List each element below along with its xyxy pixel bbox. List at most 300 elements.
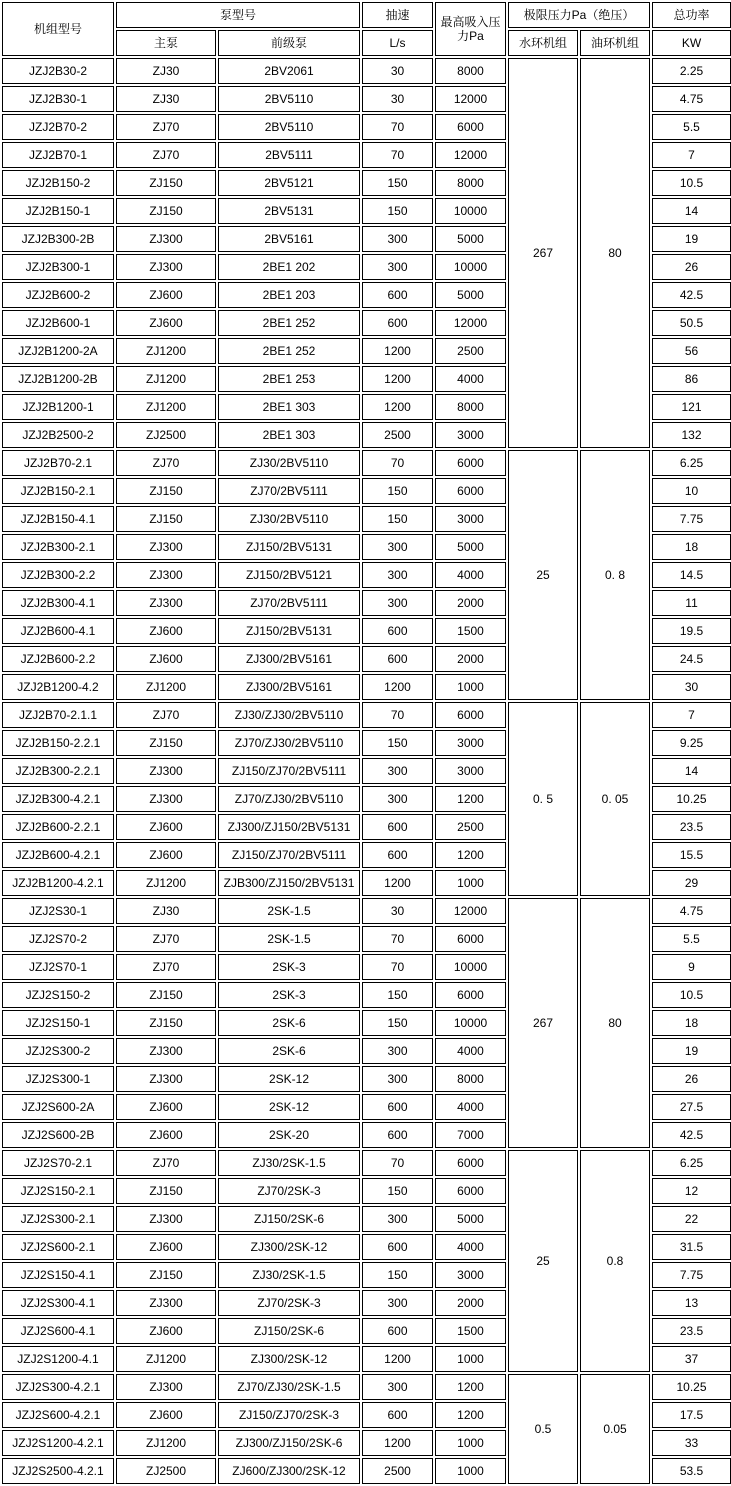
cell-model: JZJ2S70-2.1 (2, 1150, 114, 1176)
cell-main-pump: ZJ70 (116, 702, 216, 728)
cell-max-inlet: 10000 (435, 1010, 506, 1036)
cell-total-power: 26 (652, 254, 731, 280)
cell-speed: 600 (362, 310, 433, 336)
cell-speed: 300 (362, 1374, 433, 1400)
cell-main-pump: ZJ300 (116, 590, 216, 616)
table-row (2, 1150, 731, 1176)
cell-total-power: 10.5 (652, 982, 731, 1008)
cell-speed: 70 (362, 142, 433, 168)
cell-fore-pump: ZJ150/ZJ70/2SK-3 (218, 1402, 360, 1428)
cell-model: JZJ2B150-2 (2, 170, 114, 196)
header-power-unit: KW (652, 30, 731, 56)
table-row (2, 58, 731, 84)
cell-main-pump: ZJ1200 (116, 870, 216, 896)
cell-oil-ring-pressure: 0. 8 (580, 450, 650, 700)
cell-total-power: 15.5 (652, 842, 731, 868)
cell-total-power: 53.5 (652, 1458, 731, 1484)
cell-total-power: 14 (652, 198, 731, 224)
cell-oil-ring-pressure: 0.8 (580, 1150, 650, 1372)
cell-fore-pump: ZJ300/2BV5161 (218, 674, 360, 700)
cell-fore-pump: ZJ300/ZJ150/2SK-6 (218, 1430, 360, 1456)
cell-fore-pump: 2BV5110 (218, 86, 360, 112)
cell-main-pump: ZJ600 (116, 1094, 216, 1120)
cell-speed: 300 (362, 254, 433, 280)
cell-model: JZJ2S600-4.2.1 (2, 1402, 114, 1428)
cell-total-power: 4.75 (652, 86, 731, 112)
cell-model: JZJ2B300-4.1 (2, 590, 114, 616)
cell-max-inlet: 4000 (435, 1094, 506, 1120)
cell-main-pump: ZJ300 (116, 758, 216, 784)
cell-fore-pump: 2BV5111 (218, 142, 360, 168)
cell-total-power: 23.5 (652, 814, 731, 840)
cell-model: JZJ2B150-1 (2, 198, 114, 224)
cell-max-inlet: 10000 (435, 198, 506, 224)
cell-main-pump: ZJ300 (116, 1066, 216, 1092)
cell-model: JZJ2B30-1 (2, 86, 114, 112)
cell-max-inlet: 5000 (435, 282, 506, 308)
cell-fore-pump: ZJ70/ZJ30/2BV5110 (218, 730, 360, 756)
cell-main-pump: ZJ300 (116, 1206, 216, 1232)
cell-main-pump: ZJ30 (116, 86, 216, 112)
cell-max-inlet: 3000 (435, 730, 506, 756)
cell-fore-pump: 2BE1 252 (218, 338, 360, 364)
cell-total-power: 22 (652, 1206, 731, 1232)
cell-fore-pump: ZJ30/2BV5110 (218, 450, 360, 476)
cell-main-pump: ZJ300 (116, 1290, 216, 1316)
cell-max-inlet: 2500 (435, 338, 506, 364)
cell-total-power: 18 (652, 1010, 731, 1036)
cell-fore-pump: 2SK-12 (218, 1094, 360, 1120)
cell-fore-pump: ZJ600/ZJ300/2SK-12 (218, 1458, 360, 1484)
cell-fore-pump: ZJ300/2BV5161 (218, 646, 360, 672)
cell-speed: 600 (362, 618, 433, 644)
cell-fore-pump: 2BE1 303 (218, 422, 360, 448)
cell-total-power: 17.5 (652, 1402, 731, 1428)
cell-fore-pump: 2BE1 203 (218, 282, 360, 308)
cell-total-power: 24.5 (652, 646, 731, 672)
cell-fore-pump: ZJ150/2BV5131 (218, 618, 360, 644)
cell-speed: 150 (362, 170, 433, 196)
cell-main-pump: ZJ150 (116, 478, 216, 504)
cell-fore-pump: 2SK-3 (218, 954, 360, 980)
cell-model: JZJ2B1200-1 (2, 394, 114, 420)
cell-model: JZJ2B150-2.2.1 (2, 730, 114, 756)
cell-max-inlet: 1200 (435, 1374, 506, 1400)
cell-speed: 300 (362, 226, 433, 252)
cell-max-inlet: 8000 (435, 170, 506, 196)
cell-model: JZJ2B300-2B (2, 226, 114, 252)
cell-model: JZJ2B1200-2B (2, 366, 114, 392)
cell-fore-pump: 2BE1 252 (218, 310, 360, 336)
cell-speed: 600 (362, 646, 433, 672)
cell-speed: 150 (362, 982, 433, 1008)
header-pump-model: 泵型号 (116, 2, 360, 28)
cell-fore-pump: 2BE1 202 (218, 254, 360, 280)
cell-oil-ring-pressure: 80 (580, 898, 650, 1148)
cell-total-power: 9.25 (652, 730, 731, 756)
cell-main-pump: ZJ150 (116, 730, 216, 756)
cell-model: JZJ2S150-4.1 (2, 1262, 114, 1288)
cell-model: JZJ2B300-4.2.1 (2, 786, 114, 812)
cell-max-inlet: 8000 (435, 1066, 506, 1092)
cell-total-power: 6.25 (652, 450, 731, 476)
cell-max-inlet: 3000 (435, 1262, 506, 1288)
cell-max-inlet: 10000 (435, 254, 506, 280)
cell-fore-pump: ZJ150/2BV5121 (218, 562, 360, 588)
cell-total-power: 26 (652, 1066, 731, 1092)
cell-main-pump: ZJ150 (116, 506, 216, 532)
cell-total-power: 19 (652, 1038, 731, 1064)
cell-max-inlet: 10000 (435, 954, 506, 980)
header-main-pump: 主泵 (116, 30, 216, 56)
cell-fore-pump: 2SK-6 (218, 1010, 360, 1036)
table-row (2, 702, 731, 728)
cell-total-power: 7.75 (652, 1262, 731, 1288)
cell-max-inlet: 2500 (435, 814, 506, 840)
cell-model: JZJ2S70-1 (2, 954, 114, 980)
cell-main-pump: ZJ600 (116, 310, 216, 336)
cell-max-inlet: 4000 (435, 1038, 506, 1064)
cell-total-power: 23.5 (652, 1318, 731, 1344)
cell-main-pump: ZJ150 (116, 1010, 216, 1036)
cell-total-power: 7.75 (652, 506, 731, 532)
cell-model: JZJ2B30-2 (2, 58, 114, 84)
cell-max-inlet: 6000 (435, 926, 506, 952)
cell-total-power: 10.5 (652, 170, 731, 196)
cell-fore-pump: ZJ30/2BV5110 (218, 506, 360, 532)
cell-total-power: 5.5 (652, 114, 731, 140)
cell-main-pump: ZJ30 (116, 58, 216, 84)
cell-main-pump: ZJ600 (116, 1122, 216, 1148)
cell-max-inlet: 3000 (435, 422, 506, 448)
cell-model: JZJ2B1200-4.2 (2, 674, 114, 700)
cell-main-pump: ZJ600 (116, 646, 216, 672)
cell-main-pump: ZJ300 (116, 562, 216, 588)
cell-model: JZJ2B70-2.1.1 (2, 702, 114, 728)
cell-model: JZJ2S300-2 (2, 1038, 114, 1064)
cell-model: JZJ2B70-2.1 (2, 450, 114, 476)
cell-max-inlet: 1200 (435, 1402, 506, 1428)
cell-model: JZJ2S600-2B (2, 1122, 114, 1148)
cell-total-power: 42.5 (652, 282, 731, 308)
cell-model: JZJ2S600-4.1 (2, 1318, 114, 1344)
cell-max-inlet: 12000 (435, 898, 506, 924)
cell-fore-pump: 2BV2061 (218, 58, 360, 84)
cell-fore-pump: ZJ150/2SK-6 (218, 1318, 360, 1344)
cell-speed: 1200 (362, 1430, 433, 1456)
cell-total-power: 31.5 (652, 1234, 731, 1260)
cell-water-ring-pressure: 0. 5 (508, 702, 578, 896)
cell-main-pump: ZJ300 (116, 254, 216, 280)
cell-model: JZJ2B600-1 (2, 310, 114, 336)
cell-fore-pump: ZJ30/ZJ30/2BV5110 (218, 702, 360, 728)
cell-fore-pump: ZJ300/2SK-12 (218, 1234, 360, 1260)
cell-fore-pump: ZJB300/ZJ150/2BV5131 (218, 870, 360, 896)
cell-speed: 300 (362, 758, 433, 784)
cell-fore-pump: ZJ70/2SK-3 (218, 1290, 360, 1316)
cell-total-power: 6.25 (652, 1150, 731, 1176)
cell-speed: 600 (362, 842, 433, 868)
cell-model: JZJ2B600-2.2 (2, 646, 114, 672)
header-fore-pump: 前级泵 (218, 30, 360, 56)
cell-fore-pump: 2BE1 253 (218, 366, 360, 392)
cell-total-power: 5.5 (652, 926, 731, 952)
cell-total-power: 42.5 (652, 1122, 731, 1148)
header-oil-ring: 油环机组 (580, 30, 650, 56)
cell-model: JZJ2S150-2.1 (2, 1178, 114, 1204)
cell-total-power: 19 (652, 226, 731, 252)
cell-fore-pump: ZJ70/ZJ30/2SK-1.5 (218, 1374, 360, 1400)
cell-fore-pump: 2SK-1.5 (218, 926, 360, 952)
cell-main-pump: ZJ150 (116, 982, 216, 1008)
cell-fore-pump: ZJ30/2SK-1.5 (218, 1262, 360, 1288)
cell-speed: 1200 (362, 674, 433, 700)
cell-model: JZJ2B1200-2A (2, 338, 114, 364)
cell-fore-pump: 2BE1 303 (218, 394, 360, 420)
cell-total-power: 132 (652, 422, 731, 448)
cell-main-pump: ZJ150 (116, 1178, 216, 1204)
header-speed-unit: L/s (362, 30, 433, 56)
cell-max-inlet: 2000 (435, 1290, 506, 1316)
cell-speed: 150 (362, 1262, 433, 1288)
cell-total-power: 30 (652, 674, 731, 700)
cell-main-pump: ZJ30 (116, 898, 216, 924)
cell-max-inlet: 1000 (435, 1346, 506, 1372)
cell-max-inlet: 6000 (435, 982, 506, 1008)
cell-model: JZJ2S1200-4.2.1 (2, 1430, 114, 1456)
header-row-1 (2, 2, 731, 28)
cell-speed: 600 (362, 1318, 433, 1344)
cell-max-inlet: 4000 (435, 562, 506, 588)
cell-main-pump: ZJ1200 (116, 394, 216, 420)
cell-speed: 30 (362, 58, 433, 84)
cell-total-power: 37 (652, 1346, 731, 1372)
cell-max-inlet: 12000 (435, 86, 506, 112)
cell-speed: 300 (362, 562, 433, 588)
cell-fore-pump: 2BV5131 (218, 198, 360, 224)
cell-main-pump: ZJ70 (116, 1150, 216, 1176)
cell-speed: 1200 (362, 394, 433, 420)
cell-speed: 150 (362, 1010, 433, 1036)
cell-model: JZJ2S600-2.1 (2, 1234, 114, 1260)
cell-fore-pump: ZJ150/ZJ70/2BV5111 (218, 758, 360, 784)
cell-max-inlet: 3000 (435, 506, 506, 532)
cell-water-ring-pressure: 25 (508, 1150, 578, 1372)
cell-main-pump: ZJ600 (116, 1402, 216, 1428)
cell-fore-pump: ZJ300/ZJ150/2BV5131 (218, 814, 360, 840)
cell-max-inlet: 1200 (435, 842, 506, 868)
cell-speed: 300 (362, 1038, 433, 1064)
cell-fore-pump: 2BV5121 (218, 170, 360, 196)
cell-water-ring-pressure: 267 (508, 898, 578, 1148)
cell-model: JZJ2B70-1 (2, 142, 114, 168)
cell-fore-pump: 2SK-12 (218, 1066, 360, 1092)
cell-speed: 300 (362, 1206, 433, 1232)
cell-main-pump: ZJ70 (116, 450, 216, 476)
cell-model: JZJ2B300-2.2 (2, 562, 114, 588)
cell-max-inlet: 5000 (435, 1206, 506, 1232)
cell-max-inlet: 8000 (435, 394, 506, 420)
cell-max-inlet: 1500 (435, 1318, 506, 1344)
cell-main-pump: ZJ150 (116, 170, 216, 196)
cell-total-power: 7 (652, 142, 731, 168)
cell-main-pump: ZJ1200 (116, 1346, 216, 1372)
cell-fore-pump: ZJ70/2BV5111 (218, 478, 360, 504)
cell-total-power: 56 (652, 338, 731, 364)
cell-speed: 70 (362, 114, 433, 140)
cell-model: JZJ2B600-2 (2, 282, 114, 308)
cell-total-power: 27.5 (652, 1094, 731, 1120)
cell-speed: 600 (362, 1122, 433, 1148)
cell-total-power: 9 (652, 954, 731, 980)
cell-fore-pump: ZJ150/2BV5131 (218, 534, 360, 560)
cell-model: JZJ2B300-1 (2, 254, 114, 280)
cell-max-inlet: 12000 (435, 142, 506, 168)
cell-main-pump: ZJ2500 (116, 1458, 216, 1484)
cell-speed: 600 (362, 1094, 433, 1120)
cell-speed: 600 (362, 282, 433, 308)
cell-speed: 150 (362, 198, 433, 224)
cell-max-inlet: 8000 (435, 58, 506, 84)
cell-main-pump: ZJ600 (116, 842, 216, 868)
cell-fore-pump: ZJ150/ZJ70/2BV5111 (218, 842, 360, 868)
cell-total-power: 50.5 (652, 310, 731, 336)
header-speed: 抽速 (362, 2, 433, 28)
cell-max-inlet: 4000 (435, 366, 506, 392)
cell-total-power: 14 (652, 758, 731, 784)
cell-speed: 300 (362, 1290, 433, 1316)
cell-fore-pump: ZJ300/2SK-12 (218, 1346, 360, 1372)
cell-oil-ring-pressure: 0.05 (580, 1374, 650, 1484)
cell-main-pump: ZJ600 (116, 1234, 216, 1260)
cell-speed: 70 (362, 702, 433, 728)
cell-main-pump: ZJ1200 (116, 674, 216, 700)
cell-main-pump: ZJ300 (116, 1374, 216, 1400)
cell-main-pump: ZJ600 (116, 1318, 216, 1344)
cell-speed: 70 (362, 450, 433, 476)
cell-max-inlet: 2000 (435, 590, 506, 616)
cell-total-power: 86 (652, 366, 731, 392)
table-row (2, 1374, 731, 1400)
cell-model: JZJ2S600-2A (2, 1094, 114, 1120)
cell-model: JZJ2B150-2.1 (2, 478, 114, 504)
cell-model: JZJ2B300-2.1 (2, 534, 114, 560)
cell-fore-pump: ZJ70/ZJ30/2BV5110 (218, 786, 360, 812)
cell-max-inlet: 1000 (435, 870, 506, 896)
cell-main-pump: ZJ600 (116, 282, 216, 308)
cell-max-inlet: 6000 (435, 114, 506, 140)
header-max-inlet-pressure: 最高吸入压力Pa (435, 2, 506, 56)
table-row (2, 898, 731, 924)
cell-model: JZJ2S30-1 (2, 898, 114, 924)
cell-total-power: 13 (652, 1290, 731, 1316)
cell-main-pump: ZJ70 (116, 954, 216, 980)
cell-model: JZJ2S70-2 (2, 926, 114, 952)
cell-total-power: 29 (652, 870, 731, 896)
cell-model: JZJ2S300-4.1 (2, 1290, 114, 1316)
cell-max-inlet: 1000 (435, 1430, 506, 1456)
cell-total-power: 19.5 (652, 618, 731, 644)
cell-model: JZJ2S300-2.1 (2, 1206, 114, 1232)
header-model: 机组型号 (2, 2, 114, 56)
cell-speed: 2500 (362, 422, 433, 448)
cell-max-inlet: 1000 (435, 1458, 506, 1484)
cell-total-power: 11 (652, 590, 731, 616)
cell-max-inlet: 1500 (435, 618, 506, 644)
cell-model: JZJ2B70-2 (2, 114, 114, 140)
header-total-power: 总功率 (652, 2, 731, 28)
cell-speed: 300 (362, 786, 433, 812)
cell-main-pump: ZJ70 (116, 142, 216, 168)
cell-max-inlet: 6000 (435, 1150, 506, 1176)
cell-max-inlet: 5000 (435, 534, 506, 560)
cell-main-pump: ZJ600 (116, 814, 216, 840)
cell-speed: 30 (362, 86, 433, 112)
cell-max-inlet: 1000 (435, 674, 506, 700)
cell-fore-pump: ZJ70/2BV5111 (218, 590, 360, 616)
cell-total-power: 2.25 (652, 58, 731, 84)
cell-model: JZJ2B150-4.1 (2, 506, 114, 532)
cell-total-power: 10.25 (652, 1374, 731, 1400)
cell-main-pump: ZJ70 (116, 926, 216, 952)
cell-speed: 300 (362, 1066, 433, 1092)
cell-total-power: 18 (652, 534, 731, 560)
cell-fore-pump: ZJ30/2SK-1.5 (218, 1150, 360, 1176)
cell-model: JZJ2S2500-4.2.1 (2, 1458, 114, 1484)
cell-speed: 2500 (362, 1458, 433, 1484)
cell-main-pump: ZJ300 (116, 1038, 216, 1064)
cell-water-ring-pressure: 267 (508, 58, 578, 448)
cell-fore-pump: ZJ150/2SK-6 (218, 1206, 360, 1232)
cell-model: JZJ2S300-4.2.1 (2, 1374, 114, 1400)
cell-model: JZJ2B300-2.2.1 (2, 758, 114, 784)
cell-total-power: 4.75 (652, 898, 731, 924)
cell-speed: 1200 (362, 366, 433, 392)
cell-speed: 150 (362, 478, 433, 504)
cell-model: JZJ2S150-2 (2, 982, 114, 1008)
cell-speed: 30 (362, 898, 433, 924)
cell-speed: 300 (362, 534, 433, 560)
cell-speed: 300 (362, 590, 433, 616)
cell-fore-pump: 2SK-1.5 (218, 898, 360, 924)
cell-oil-ring-pressure: 0. 05 (580, 702, 650, 896)
cell-water-ring-pressure: 0.5 (508, 1374, 578, 1484)
cell-fore-pump: ZJ70/2SK-3 (218, 1178, 360, 1204)
cell-fore-pump: 2BV5161 (218, 226, 360, 252)
cell-max-inlet: 5000 (435, 226, 506, 252)
cell-total-power: 14.5 (652, 562, 731, 588)
cell-speed: 70 (362, 954, 433, 980)
cell-main-pump: ZJ300 (116, 534, 216, 560)
cell-total-power: 10.25 (652, 786, 731, 812)
cell-max-inlet: 1200 (435, 786, 506, 812)
cell-model: JZJ2B600-4.1 (2, 618, 114, 644)
cell-water-ring-pressure: 25 (508, 450, 578, 700)
cell-max-inlet: 3000 (435, 758, 506, 784)
cell-fore-pump: 2BV5110 (218, 114, 360, 140)
cell-total-power: 7 (652, 702, 731, 728)
cell-max-inlet: 6000 (435, 450, 506, 476)
cell-max-inlet: 4000 (435, 1234, 506, 1260)
cell-total-power: 33 (652, 1430, 731, 1456)
cell-total-power: 121 (652, 394, 731, 420)
cell-main-pump: ZJ2500 (116, 422, 216, 448)
cell-model: JZJ2B2500-2 (2, 422, 114, 448)
cell-model: JZJ2S1200-4.1 (2, 1346, 114, 1372)
cell-main-pump: ZJ300 (116, 786, 216, 812)
cell-speed: 1200 (362, 338, 433, 364)
cell-speed: 150 (362, 506, 433, 532)
